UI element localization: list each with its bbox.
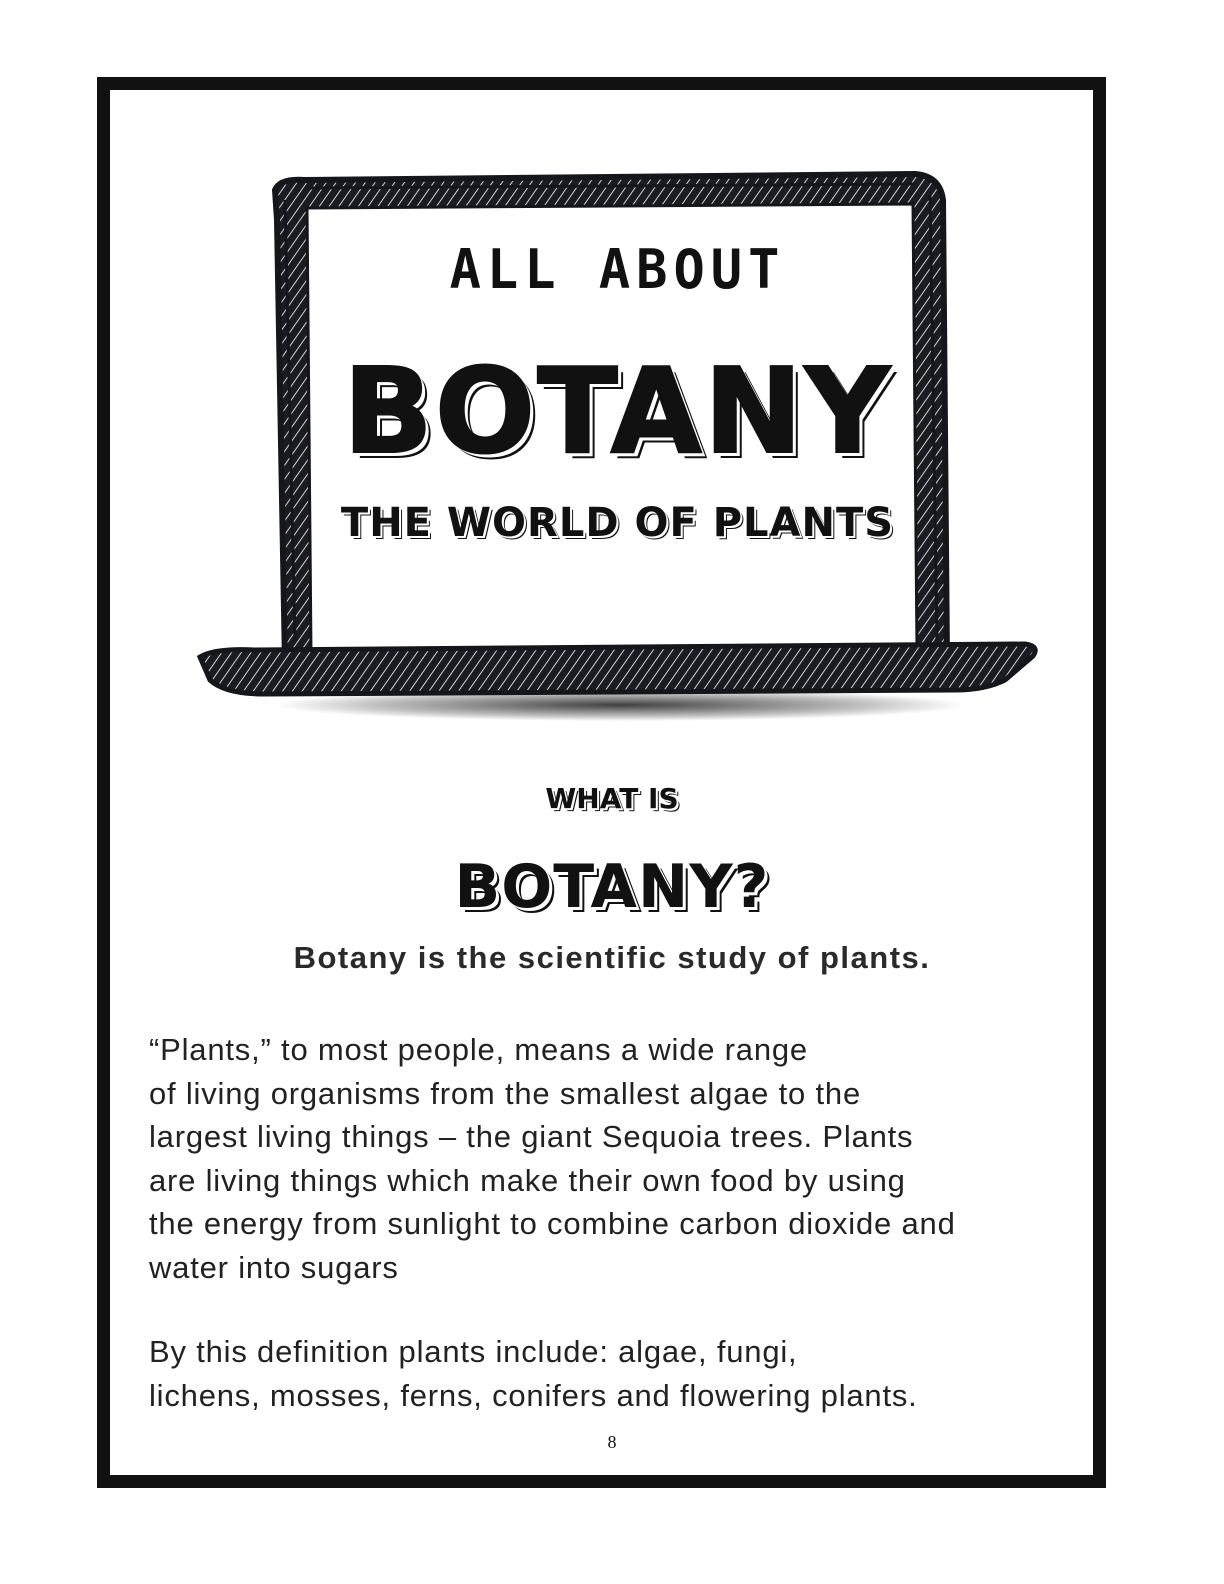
paragraph-plants (149, 1028, 1079, 1289)
paragraph-line: the energy from sunlight to combine carbon dioxide and (149, 1206, 956, 1241)
sign-base (200, 644, 1035, 694)
sign-title-line1: ALL ABOUT (449, 238, 786, 302)
sign-title-main: BOTANY (342, 342, 893, 480)
definition-text: Botany is the scientific study of plants. (293, 940, 931, 975)
title-sign (195, 160, 1040, 730)
section-heading-large: BOTANY? (454, 852, 770, 922)
paragraph-line: water into sugars (149, 1249, 399, 1285)
paragraph-line: of living organisms from the smallest algae to the (149, 1075, 861, 1111)
sign-subtitle: THE WORLD OF PLANTS (340, 500, 895, 546)
paragraph-line: are living things which make their own food by using (149, 1162, 906, 1198)
page-number: 8 (607, 1432, 617, 1452)
paragraph-line: lichens, mosses, ferns, conifers and flowering plants. (149, 1377, 918, 1413)
paragraph-line: largest living things – the giant Sequoia trees. Plants (149, 1119, 914, 1154)
section-heading-small: WHAT IS (545, 782, 679, 815)
paragraph-line: “Plants,” to most people, means a wide range (149, 1032, 808, 1067)
paragraph-definition (149, 1330, 1079, 1417)
paragraph-line: By this definition plants include: algae, fungi, (149, 1334, 798, 1369)
